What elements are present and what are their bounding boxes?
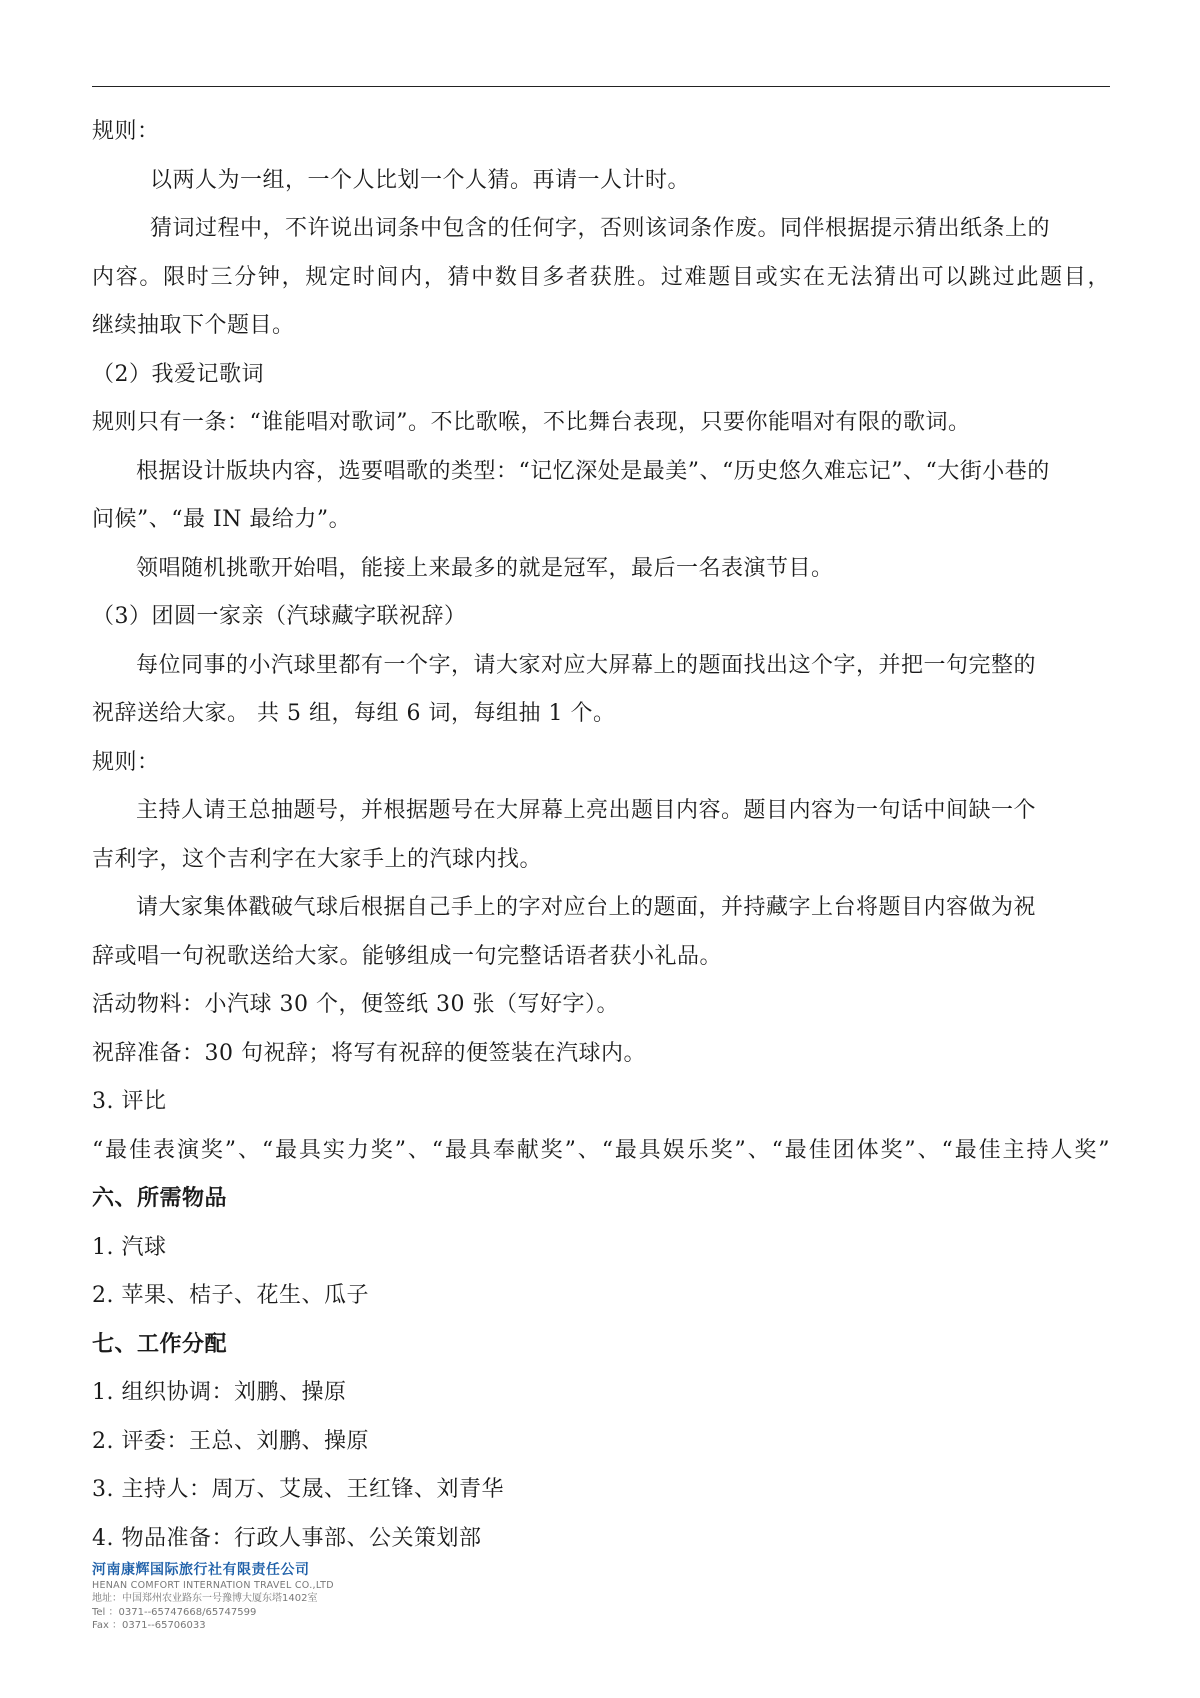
company-address: 地址：中国郑州农业路东一号豫博大厦东塔1402室 <box>92 1593 318 1604</box>
section-subtitle: （2）我爱记歌词 <box>92 361 264 387</box>
paragraph: 领唱随机挑歌开始唱，能接上来最多的就是冠军，最后一名表演节目。 <box>136 555 834 581</box>
paragraph: 规则只有一条：“谁能唱对歌词”。不比歌喉，不比舞台表现，只要你能唱对有限的歌词。 <box>92 410 971 435</box>
rules-label: 规则： <box>92 119 160 144</box>
paragraph: 吉利字，这个吉利字在大家手上的汽球内找。 <box>92 846 543 872</box>
paragraph: 每位同事的小汽球里都有一个字，请大家对应大屏幕上的题面找出这个字，并把一句完整的 <box>136 652 1037 678</box>
paragraph: 问候”、“最 IN 最给力”。 <box>92 507 352 532</box>
award-list: “最佳表演奖”、“最具实力奖”、“最具奉献奖”、“最具娱乐奖”、“最佳团体奖”、“最佳主持人奖” <box>92 1137 1110 1163</box>
list-item: 2. 苹果、桔子、花生、瓜子 <box>92 1283 369 1308</box>
paragraph: 祝辞送给大家。 共 5 组，每组 6 词，每组抽 1 个。 <box>92 701 616 726</box>
company-fax: Fax ：0371--65706033 <box>92 1620 206 1631</box>
list-item: 4. 物品准备：行政人事部、公关策划部 <box>92 1525 482 1551</box>
section-subtitle: 3. 评比 <box>92 1089 167 1114</box>
section-heading: 七、工作分配 <box>92 1331 228 1357</box>
list-item: 2. 评委：王总、刘鹏、操原 <box>92 1428 369 1454</box>
company-name-en: HENAN COMFORT INTERNATION TRAVEL CO.,LTD <box>92 1580 334 1591</box>
header-rule <box>92 86 1110 87</box>
list-item: 1. 组织协调：刘鹏、操原 <box>92 1380 347 1405</box>
paragraph: 活动物料：小汽球 30 个，便签纸 30 张（写好字）。 <box>92 992 619 1017</box>
list-item: 3. 主持人：周万、艾晟、王红锋、刘青华 <box>92 1477 504 1502</box>
paragraph: 猜词过程中，不许说出词条中包含的任何字，否则该词条作废。同伴根据提示猜出纸条上的 <box>150 216 1051 241</box>
company-footer <box>92 1561 492 1633</box>
paragraph: 辞或唱一句祝歌送给大家。能够组成一句完整话语者获小礼品。 <box>92 943 723 969</box>
document-body <box>92 108 1110 1563</box>
paragraph: 以两人为一组，一个人比划一个人猜。再请一人计时。 <box>150 167 691 193</box>
section-subtitle: （3）团圆一家亲（汽球藏字联祝辞） <box>92 604 467 629</box>
section-heading: 六、所需物品 <box>92 1186 228 1211</box>
company-name-cn: 河南康辉国际旅行社有限责任公司 <box>92 1562 310 1578</box>
paragraph: 请大家集体戳破气球后根据自己手上的字对应台上的题面，并持藏字上台将题目内容做为祝 <box>136 895 1037 920</box>
paragraph: 主持人请王总抽题号，并根据题号在大屏幕上亮出题目内容。题目内容为一句话中间缺一个 <box>136 798 1037 823</box>
company-tel: Tel ：0371--65747668/65747599 <box>92 1606 257 1618</box>
paragraph: 内容。限时三分钟，规定时间内，猜中数目多者获胜。过难题目或实在无法猜出可以跳过此题目， <box>92 264 1110 290</box>
rules-label: 规则： <box>92 749 160 775</box>
paragraph: 继续抽取下个题目。 <box>92 313 295 338</box>
paragraph: 根据设计版块内容，选要唱歌的类型：“记忆深处是最美”、“历史悠久难忘记”、“大街小巷的 <box>136 458 1050 484</box>
list-item: 1. 汽球 <box>92 1234 167 1260</box>
paragraph: 祝辞准备：30 句祝辞；将写有祝辞的便签装在汽球内。 <box>92 1040 646 1066</box>
